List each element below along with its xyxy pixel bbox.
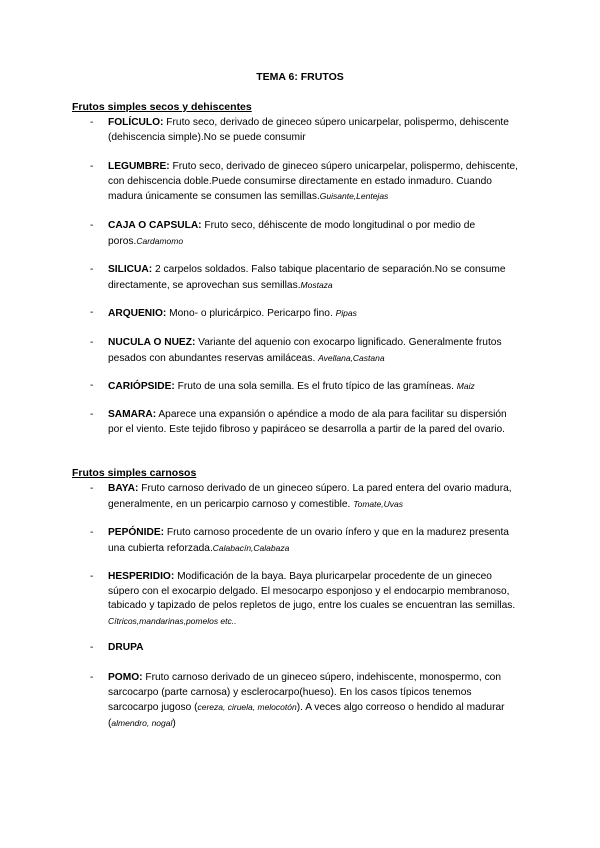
definition: Fruto de una sola semilla. Es el fruto típico de las gramíneas. [174,381,457,392]
term: NUCULA O NUEZ: [108,337,196,348]
list-dash: - [90,264,94,275]
term: SILICUA: [108,264,153,275]
term: ARQUENIO: [108,308,167,319]
term: HESPERIDIO: [108,571,175,582]
definition-end: ) [172,717,176,729]
list-dash: - [90,483,94,494]
example: cereza, ciruela, melocotón [197,702,297,713]
list-dash: - [90,672,94,683]
definition: Variante del aquenio con exocarpo lignificado. Generalmente frutos pesados con abundantes reservas amiláceas. [108,337,502,364]
list-dash: - [90,642,94,653]
example: Maiz [456,381,475,391]
list-dash: - [90,527,94,538]
term: FOLÍCULO: [108,117,164,128]
definition-continued: ). A veces algo correoso o hendido al madurar ( [108,702,505,729]
section-heading-dry-dehiscent: Frutos simples secos y dehiscentes [72,101,252,113]
definition: Fruto seco, derivado de gineceo súpero unicarpelar, polispermo, dehiscente, con dehiscencia doble.Puede consumirse directamente en estado inmaduro. Cuando madura únicamente se consumen las semillas. [108,161,518,203]
list-dash: - [90,117,94,128]
definition: Fruto seco, derivado de gineceo súpero unicarpelar, polispermo, dehiscente (dehiscencia simple).No se puede consumir [108,117,509,143]
list-dash: - [90,571,94,582]
term: LEGUMBRE: [108,161,170,172]
example-2: almendro, nogal [111,717,173,728]
definition: Modificación de la baya. Baya pluricarpelar procedente de un gineceo súpero con el exocarpio delgado. El mesocarpo esponjoso y el endocarpio membranoso, tabicado y tapizado de pelos repletos de jugo, entre los cuales se encuentran las semillas. [108,571,516,612]
term: CARIÓPSIDE: [108,381,175,392]
definition: Fruto seco, déhiscente de modo longitudinal o por medio de poros. [108,220,476,247]
example: Guisante,Lentejas [319,191,389,202]
example: Cardamomo [136,235,184,246]
example: Mostaza [300,279,333,290]
page-title: TEMA 6: FRUTOS [256,71,344,83]
definition: Fruto carnoso procedente de un ovario ínfero y que en la madurez presenta una cubierta reforzada. [108,527,509,554]
definition: Aparece una expansión o apéndice a modo de ala para facilitar su dispersión por el viento. Este tejido fibroso y papiráceo se desarrolla a partir de la pared del ovario. [108,409,507,435]
term: BAYA: [108,483,139,494]
definition: 2 carpelos soldados. Falso tabique placentario de separación.No se consume directamente, se aprovechan sus semillas. [108,264,506,291]
example: Tomate,Uvas [353,498,403,509]
definition: Mono- o pluricárpico. Pericarpo fino. [166,308,336,319]
example: Pipas [335,308,357,318]
term: CAJA O CAPSULA: [108,220,202,231]
example: Avellana,Castana [318,352,385,363]
list-dash: - [90,380,94,391]
term: SAMARA: [108,409,157,420]
list-dash: - [90,307,94,318]
list-dash: - [90,337,94,348]
term: PEPÓNIDE: [108,527,165,538]
list-dash: - [90,409,94,420]
section-heading-fleshy: Frutos simples carnosos [72,467,197,479]
term: DRUPA [108,642,144,653]
definition: Fruto carnoso derivado de un gineceo súpero. La pared entera del ovario madura, generalmente, en un pericarpio carnoso y comestible. [108,483,512,510]
list-dash: - [90,220,94,231]
definition: Fruto carnoso derivado de un gineceo súpero, indehiscente, monospermo, con sarcocarpo (parte carnosa) y esclerocarpo(hueso). En los casos típicos tenemos sarcocarpo jugoso ( [108,672,502,714]
list-dash: - [90,161,94,172]
example: Calabacín,Calabaza [212,542,290,553]
example: Cítricos,mandarinas,pomelos etc.. [108,615,237,626]
term: POMO: [108,672,143,683]
